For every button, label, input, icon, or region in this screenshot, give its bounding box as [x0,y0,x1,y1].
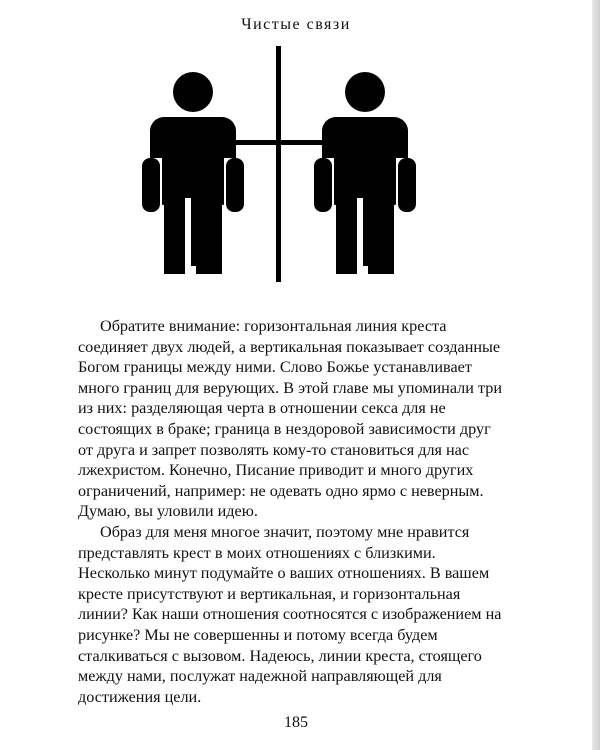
page-edge [592,0,600,750]
page-number: 185 [284,714,308,731]
paragraph: Образ для меня многое значит, поэтому мне нравится представлять крест в моих отношениях с близкими. Несколько минут подумайте о ваших отношениях. В вашем кресте присутствуют и вертикальная, и горизонтальная линии? Как наши отношения соотносятся с изображением на рисунке? Мы не совершенны и потому всегда будем сталкиваться с вызовом. Надеюсь, линии креста, стоящего между нами, послужат надежной направляющей для достижения цели. [78,522,502,706]
person-icon [322,72,408,274]
body-text [78,316,504,707]
paragraph: Обратите внимание: горизонтальная линия креста соединяет двух людей, а вертикальная показывает созданные Богом границы между ними. Слово Божье устанавливает много границ для верующих. В этой главе мы упоминали три из них: разделяющая черта в отношении секса для не состоящих в браке; граница в нездоровой зависимости друг от друга и запрет позволять кому-то становиться для нас лжехристом. Конечно, Писание приводит и много других ограничений, например: не одевать одно ярмо с неверным. Думаю, вы уловили идею. [78,317,502,521]
running-head: Чистые связи [241,16,351,33]
cross-icon [236,46,322,282]
cross-between-people-illustration [138,46,458,300]
person-icon [150,72,236,274]
